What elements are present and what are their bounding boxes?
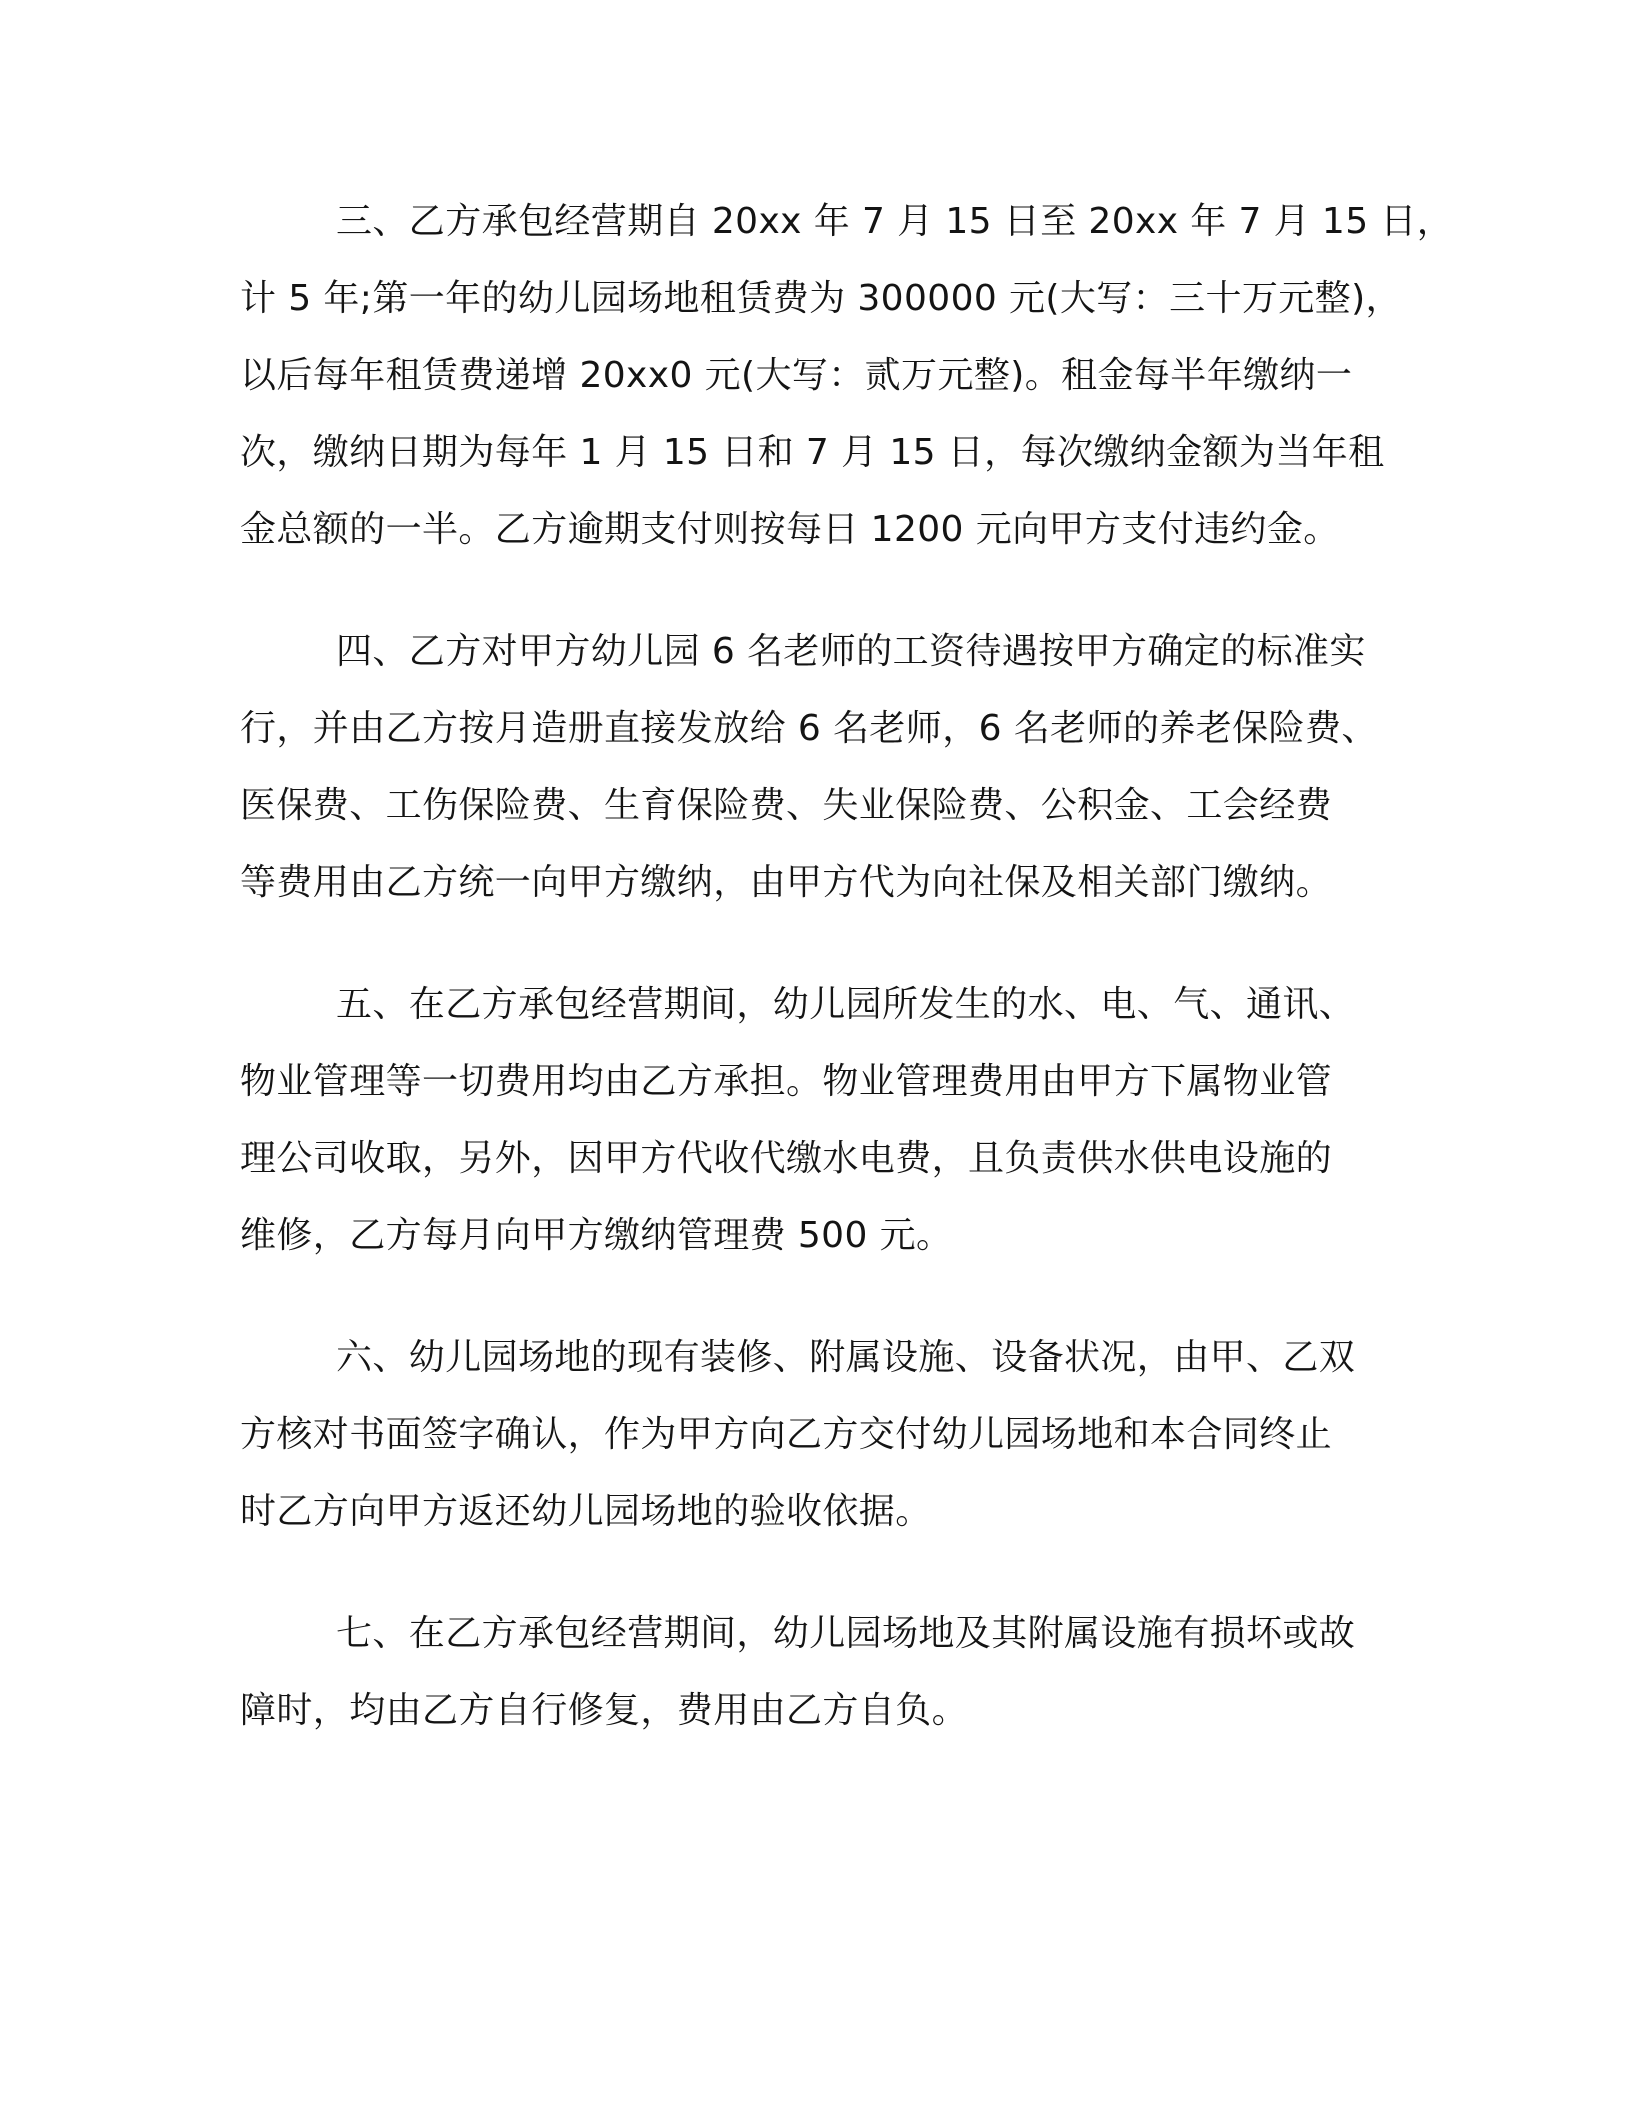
- text-line: 理公司收取，另外，因甲方代收代缴水电费，且负责供水供电设施的: [240, 1138, 1333, 1179]
- text-line: 物业管理等一切费用均由乙方承担。物业管理费用由甲方下属物业管: [240, 1061, 1333, 1102]
- paragraph-clause-5: [240, 966, 1400, 1274]
- paragraph-clause-4: [240, 613, 1400, 921]
- text-line: 六、幼儿园场地的现有装修、附属设施、设备状况，由甲、乙双: [336, 1337, 1356, 1378]
- text-line: 医保费、工伤保险费、生育保险费、失业保险费、公积金、工会经费: [240, 785, 1333, 826]
- text-line: 等费用由乙方统一向甲方缴纳，由甲方代为向社保及相关部门缴纳。: [240, 862, 1333, 903]
- text-line: 方核对书面签字确认，作为甲方向乙方交付幼儿园场地和本合同终止: [240, 1414, 1333, 1455]
- text-line: 计 5 年;第一年的幼儿园场地租赁费为 300000 元(大写：三十万元整)，: [240, 278, 1402, 319]
- text-line: 四、乙方对甲方幼儿园 6 名老师的工资待遇按甲方确定的标准实: [336, 631, 1366, 672]
- text-line: 行，并由乙方按月造册直接发放给 6 名老师，6 名老师的养老保险费、: [240, 708, 1378, 749]
- text-line: 三、乙方承包经营期自 20xx 年 7 月 15 日至 20xx 年 7 月 15 日，: [336, 201, 1454, 242]
- text-line: 金总额的一半。乙方逾期支付则按每日 1200 元向甲方支付违约金。: [240, 509, 1340, 550]
- text-line: 时乙方向甲方返还幼儿园场地的验收依据。: [240, 1491, 932, 1532]
- paragraph-clause-6: [240, 1319, 1400, 1550]
- text-line: 七、在乙方承包经营期间，幼儿园场地及其附属设施有损坏或故: [336, 1613, 1356, 1654]
- text-line: 维修，乙方每月向甲方缴纳管理费 500 元。: [240, 1215, 953, 1256]
- text-line: 以后每年租赁费递增 20xx0 元(大写：贰万元整)。租金每半年缴纳一: [240, 355, 1353, 396]
- text-line: 障时，均由乙方自行修复，费用由乙方自负。: [240, 1690, 969, 1731]
- document-body: [240, 183, 1454, 1794]
- text-line: 五、在乙方承包经营期间，幼儿园所发生的水、电、气、通讯、: [336, 984, 1356, 1025]
- text-line: 次，缴纳日期为每年 1 月 15 日和 7 月 15 日，每次缴纳金额为当年租: [240, 432, 1385, 473]
- paragraph-clause-7: [240, 1595, 1400, 1749]
- paragraph-clause-3: [240, 183, 1454, 568]
